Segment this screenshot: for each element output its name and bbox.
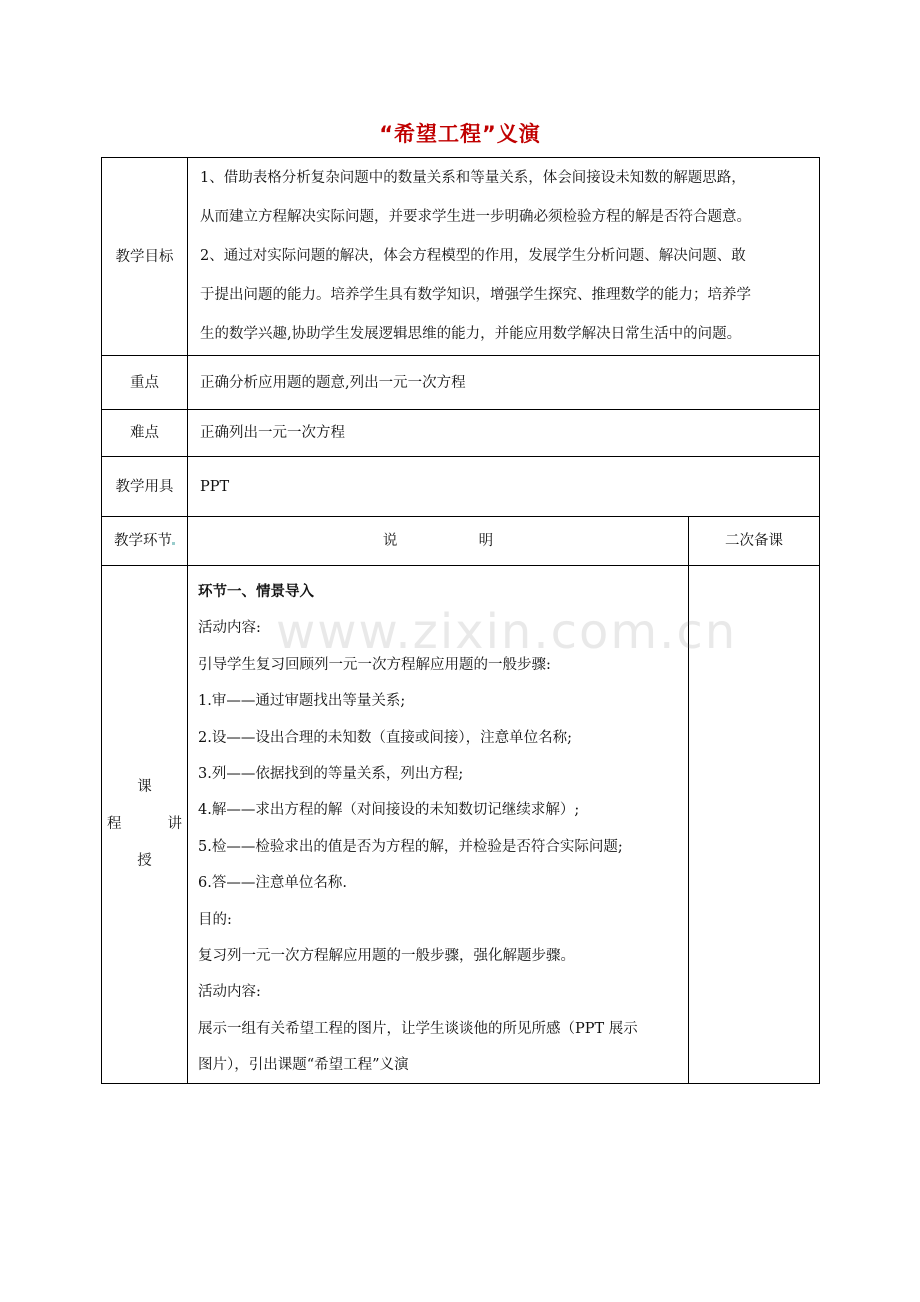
lesson-section-heading: 环节一、情景导入 <box>198 584 314 600</box>
lesson-label-char: 讲 <box>167 816 182 833</box>
lesson-line: 引导学生复习回顾列一元一次方程解应用题的一般步骤: <box>198 656 551 673</box>
watermark: www.zixin.com.cn <box>276 604 738 660</box>
row-key-point <box>102 356 820 410</box>
objectives-content <box>188 158 820 356</box>
lesson-label-char: 课 <box>137 779 152 796</box>
header-description <box>188 517 689 566</box>
lesson-label <box>102 566 188 1084</box>
row-header <box>102 517 820 566</box>
lesson-line: 图片），引出课题“希望工程”义演 <box>198 1057 409 1074</box>
objectives-label: 教学目标 <box>102 158 188 356</box>
lesson-label-pair <box>102 806 187 843</box>
difficulty-value: 正确列出一元一次方程 <box>188 410 820 457</box>
row-tools <box>102 457 820 517</box>
lesson-line: 1.审——通过审题找出等量关系; <box>198 693 406 710</box>
tools-label: 教学用具 <box>102 457 188 517</box>
lesson-line: 2.设——设出合理的未知数（直接或间接），注意单位名称; <box>198 729 572 746</box>
header-secondary-prep: 二次备课 <box>689 517 820 566</box>
lesson-content <box>188 566 689 1084</box>
lesson-line: 目的: <box>198 911 232 928</box>
key-point-label: 重点 <box>102 356 188 410</box>
lesson-line: 复习列一元一次方程解应用题的一般步骤，强化解题步骤。 <box>198 947 575 964</box>
objectives-line: 生的数学兴趣,协助学生发展逻辑思维的能力，并能应用数学解决日常生活中的问题。 <box>200 326 742 342</box>
objectives-line: 从而建立方程解决实际问题，并要求学生进一步明确必须检验方程的解是否符合题意。 <box>200 209 751 225</box>
lesson-label-char: 授 <box>137 853 152 870</box>
lesson-line: 6.答——注意单位名称. <box>198 875 347 892</box>
header-desc-char-2: 明 <box>478 533 494 549</box>
lesson-label-char: 程 <box>107 816 122 833</box>
lesson-line: 4.解——求出方程的解（对间接设的未知数切记继续求解）; <box>198 802 580 819</box>
lesson-secondary-prep-cell <box>689 566 820 1084</box>
row-difficulty <box>102 410 820 457</box>
header-stage-label <box>102 517 188 566</box>
lesson-line: 展示一组有关希望工程的图片，让学生谈谈他的所见所感（PPT 展示 <box>198 1020 638 1037</box>
lesson-line: 活动内容: <box>198 620 261 637</box>
lesson-line: 5.检——检验求出的值是否为方程的解，并检验是否符合实际问题; <box>198 838 623 855</box>
objectives-line: 2、通过对实际问题的解决，体会方程模型的作用，发展学生分析问题、解决问题、敢 <box>200 248 746 264</box>
document-title: “希望工程”义演 <box>379 122 541 146</box>
tools-value: PPT <box>188 457 820 517</box>
lesson-line: 3.列——依据找到的等量关系，列出方程; <box>198 765 464 782</box>
row-objectives <box>102 158 820 356</box>
objectives-line: 于提出问题的能力。培养学生具有数学知识，增强学生探究、推理数学的能力；培养学 <box>200 287 751 303</box>
key-point-value: 正确分析应用题的题意,列出一元一次方程 <box>188 356 820 410</box>
objectives-line: 1、借助表格分析复杂问题中的数量关系和等量关系，体会间接设未知数的解题思路， <box>200 170 746 186</box>
header-desc-char-1: 说 <box>382 533 398 549</box>
marker-dot <box>172 542 175 545</box>
lesson-line: 活动内容: <box>198 984 261 1001</box>
lesson-plan-table <box>101 157 820 1084</box>
row-lesson <box>102 566 820 1084</box>
header-stage-text: 教学环节 <box>114 533 172 549</box>
difficulty-label: 难点 <box>102 410 188 457</box>
